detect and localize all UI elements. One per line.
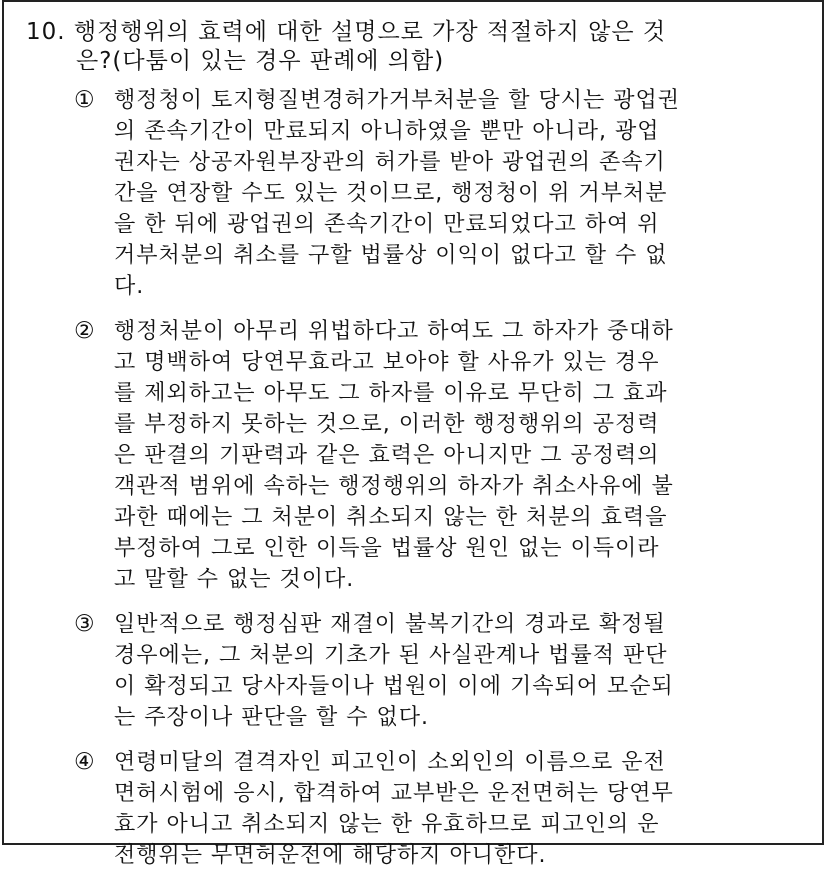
option-3-line: 이 확정되고 당사자들이나 법원이 이에 기속되어 모순되: [114, 674, 674, 699]
option-1-text: [114, 85, 774, 302]
option-4-line: 효가 아니고 취소되지 않는 한 유효하므로 피고인의 운: [114, 812, 660, 837]
option-3-text: [114, 609, 774, 733]
option-3[interactable]: [74, 609, 774, 733]
option-3-line: 경우에는, 그 처분의 기초가 된 사실관계나 법률적 판단: [114, 643, 668, 668]
option-3-line: 는 주장이나 판단을 할 수 없다.: [114, 705, 429, 730]
question-stem: [26, 18, 746, 76]
option-2-line: 행정처분이 아무리 위법하다고 하여도 그 하자가 중대하: [114, 319, 674, 344]
option-4-text: [114, 747, 774, 871]
option-2-line: 를 부정하지 못하는 것으로, 이러한 행정행위의 공정력: [114, 412, 660, 437]
option-1-line: 권자는 상공자원부장관의 허가를 받아 광업권의 존속기: [114, 150, 666, 175]
option-2[interactable]: [74, 316, 774, 595]
option-1-line: 을 한 뒤에 광업권의 존속기간이 만료되었다고 하여 위: [114, 212, 660, 237]
option-1-line: 간을 연장할 수도 있는 것이므로, 행정청이 위 거부처분: [114, 181, 668, 206]
option-1-line: 다.: [114, 274, 145, 299]
option-2-marker: ②: [74, 318, 95, 344]
option-3-line: 일반적으로 행정심판 재결이 불복기간의 경과로 확정될: [114, 612, 666, 637]
option-4-line: 전행위는 무면허운전에 해당하지 아니한다.: [114, 843, 547, 868]
option-4-line: 연령미달의 결격자인 피고인이 소외인의 이름으로 운전: [114, 750, 666, 775]
option-1-line: 행정청이 토지형질변경허가거부처분을 할 당시는 광업권: [114, 88, 681, 113]
question-box: [2, 0, 824, 868]
option-1[interactable]: [74, 85, 774, 302]
option-2-text: [114, 316, 774, 595]
option-1-line: 거부처분의 취소를 구할 법률상 이익이 없다고 할 수 없: [114, 243, 668, 268]
option-3-marker: ③: [74, 611, 95, 637]
option-2-line: 를 제외하고는 아무도 그 하자를 이유로 무단히 그 효과: [114, 381, 668, 406]
option-4-marker: ④: [74, 749, 95, 775]
option-4[interactable]: [74, 747, 774, 871]
option-2-line: 부정하여 그로 인한 이득을 법률상 원인 없는 이득이라: [114, 536, 660, 561]
option-1-marker: ①: [74, 87, 95, 113]
option-2-line: 고 말할 수 없는 것이다.: [114, 567, 355, 592]
answer-options: [74, 85, 774, 871]
option-1-line: 의 존속기간이 만료되지 아니하였을 뿐만 아니라, 광업: [114, 119, 660, 144]
option-2-line: 객관적 범위에 속하는 행정행위의 하자가 취소사유에 불: [114, 474, 674, 499]
option-2-line: 은 판결의 기판력과 같은 효력은 아니지만 그 공정력의: [114, 443, 660, 468]
option-2-line: 과한 때에는 그 처분이 취소되지 않는 한 처분의 효력을: [114, 505, 668, 530]
option-2-line: 고 명백하여 당연무효라고 보아야 할 사유가 있는 경우: [114, 350, 660, 375]
question-line-2: 은?(다툼이 있는 경우 판례에 의함): [76, 48, 445, 74]
option-4-line: 면허시험에 응시, 합격하여 교부받은 운전면허는 당연무: [114, 781, 674, 806]
question-line-1: 10. 행정행위의 효력에 대한 설명으로 가장 적절하지 않은 것: [26, 19, 667, 45]
